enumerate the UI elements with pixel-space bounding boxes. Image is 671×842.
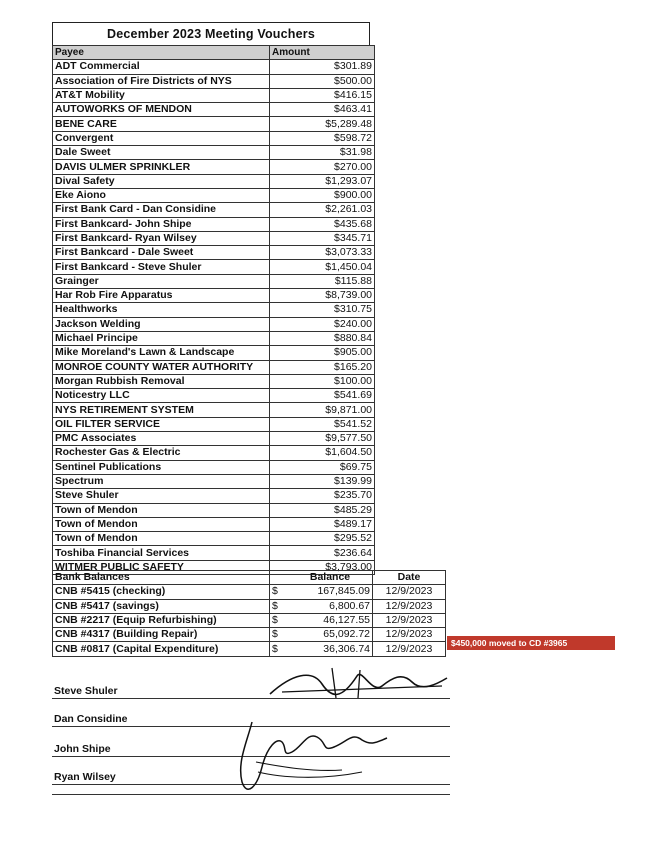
amount-column-header: Amount [270,46,375,60]
table-row [53,417,375,431]
payee-cell: Town of Mendon [53,503,270,517]
amount-cell: $115.88 [270,274,375,288]
amount-cell: $416.15 [270,88,375,102]
table-row [53,489,375,503]
payee-cell: MONROE COUNTY WATER AUTHORITY [53,360,270,374]
currency-cell: $ [270,642,289,656]
amount-cell: $3,073.33 [270,246,375,260]
amount-cell: $1,604.50 [270,446,375,460]
table-row [53,117,375,131]
payee-cell: Town of Mendon [53,517,270,531]
amount-cell: $100.00 [270,374,375,388]
table-row [53,60,375,74]
amount-cell: $165.20 [270,360,375,374]
amount-cell: $5,289.48 [270,117,375,131]
payee-cell: AT&T Mobility [53,88,270,102]
table-row [53,203,375,217]
amount-cell: $31.98 [270,146,375,160]
signer-name: Steve Shuler [54,685,118,697]
table-row [53,103,375,117]
payee-cell: Spectrum [53,474,270,488]
amount-cell: $900.00 [270,188,375,202]
signer-name: John Shipe [54,743,111,755]
balance-cell: 167,845.09 [288,585,373,599]
amount-cell: $880.84 [270,331,375,345]
payee-cell: NYS RETIREMENT SYSTEM [53,403,270,417]
payee-cell: Har Rob Fire Apparatus [53,289,270,303]
bank-row [53,642,446,656]
table-row [53,374,375,388]
signature-mark-john-shipe [222,712,392,802]
payee-cell: Grainger [53,274,270,288]
payee-cell: ADT Commercial [53,60,270,74]
amount-cell: $463.41 [270,103,375,117]
table-row [53,74,375,88]
balance-cell: 46,127.55 [288,613,373,627]
balance-cell: 36,306.74 [288,642,373,656]
account-name-cell: CNB #0817 (Capital Expenditure) [53,642,270,656]
table-row [53,88,375,102]
amount-cell: $9,871.00 [270,403,375,417]
table-row [53,503,375,517]
payee-cell: Healthworks [53,303,270,317]
document-title: December 2023 Meeting Vouchers [52,22,370,45]
payee-cell: AUTOWORKS OF MENDON [53,103,270,117]
amount-cell: $235.70 [270,489,375,503]
signer-name: Ryan Wilsey [54,771,116,783]
bank-balances-section [52,570,446,657]
amount-cell: $598.72 [270,131,375,145]
payee-cell: Dival Safety [53,174,270,188]
table-row [53,274,375,288]
payee-cell: Morgan Rubbish Removal [53,374,270,388]
amount-cell: $270.00 [270,160,375,174]
vouchers-table [52,45,375,575]
payee-cell: Eke Aiono [53,188,270,202]
currency-cell: $ [270,585,289,599]
table-row [53,389,375,403]
table-row [53,260,375,274]
currency-cell: $ [270,599,289,613]
table-row [53,346,375,360]
amount-cell: $3,793.00 [270,560,375,574]
amount-cell: $295.52 [270,532,375,546]
table-row [53,174,375,188]
amount-cell: $310.75 [270,303,375,317]
table-row [53,546,375,560]
account-name-cell: CNB #4317 (Building Repair) [53,628,270,642]
payee-cell: Sentinel Publications [53,460,270,474]
payee-cell: Convergent [53,131,270,145]
currency-cell: $ [270,628,289,642]
amount-cell: $1,450.04 [270,260,375,274]
payee-cell: BENE CARE [53,117,270,131]
table-row [53,289,375,303]
amount-cell: $8,739.00 [270,289,375,303]
amount-cell: $500.00 [270,74,375,88]
amount-cell: $240.00 [270,317,375,331]
table-row [53,246,375,260]
payee-cell: First Bankcard- John Shipe [53,217,270,231]
payee-cell: Dale Sweet [53,146,270,160]
payee-cell: WITMER PUBLIC SAFETY [53,560,270,574]
date-header: Date [373,571,446,585]
account-name-cell: CNB #5415 (checking) [53,585,270,599]
account-name-cell: CNB #5417 (savings) [53,599,270,613]
table-row [53,474,375,488]
table-row [53,303,375,317]
amount-cell: $301.89 [270,60,375,74]
table-row [53,403,375,417]
payee-cell: OIL FILTER SERVICE [53,417,270,431]
payee-column-header: Payee [53,46,270,60]
bank-balances-table [52,570,446,657]
table-row [53,217,375,231]
currency-cell: $ [270,613,289,627]
bank-row [53,628,446,642]
bank-row [53,613,446,627]
table-header-row [53,46,375,60]
payee-cell: Michael Principe [53,331,270,345]
date-cell: 12/9/2023 [373,599,446,613]
balance-cell: 6,800.67 [288,599,373,613]
table-row [53,432,375,446]
table-row [53,146,375,160]
table-row [53,188,375,202]
amount-cell: $541.52 [270,417,375,431]
table-row [53,446,375,460]
amount-cell: $541.69 [270,389,375,403]
bank-balances-heading: Bank Balances [53,571,270,585]
amount-cell: $69.75 [270,460,375,474]
currency-header [270,571,289,585]
bank-row [53,599,446,613]
table-row [53,517,375,531]
signature-mark-steve-shuler [262,664,452,704]
date-cell: 12/9/2023 [373,613,446,627]
amount-cell: $236.64 [270,546,375,560]
amount-cell: $489.17 [270,517,375,531]
payee-cell: First Bank Card - Dan Considine [53,203,270,217]
amount-cell: $9,577.50 [270,432,375,446]
payee-cell: Association of Fire Districts of NYS [53,74,270,88]
table-row [53,231,375,245]
table-row [53,160,375,174]
amount-cell: $345.71 [270,231,375,245]
transfer-note-badge: $450,000 moved to CD #3965 [447,636,615,650]
signer-name: Dan Considine [54,713,128,725]
payee-cell: PMC Associates [53,432,270,446]
vouchers-sheet [52,22,370,575]
table-row [53,532,375,546]
table-row [53,131,375,145]
payee-cell: Noticestry LLC [53,389,270,403]
table-row [53,317,375,331]
payee-cell: Rochester Gas & Electric [53,446,270,460]
table-row [53,460,375,474]
payee-cell: First Bankcard - Steve Shuler [53,260,270,274]
amount-cell: $435.68 [270,217,375,231]
payee-cell: DAVIS ULMER SPRINKLER [53,160,270,174]
account-name-cell: CNB #2217 (Equip Refurbishing) [53,613,270,627]
payee-cell: Town of Mendon [53,532,270,546]
balance-header: Balance [288,571,373,585]
amount-cell: $1,293.07 [270,174,375,188]
amount-cell: $2,261.03 [270,203,375,217]
payee-cell: First Bankcard - Dale Sweet [53,246,270,260]
balance-cell: 65,092.72 [288,628,373,642]
date-cell: 12/9/2023 [373,642,446,656]
payee-cell: Jackson Welding [53,317,270,331]
payee-cell: Steve Shuler [53,489,270,503]
payee-cell: First Bankcard- Ryan Wilsey [53,231,270,245]
table-row [53,360,375,374]
table-row [53,331,375,345]
payee-cell: Mike Moreland's Lawn & Landscape [53,346,270,360]
amount-cell: $485.29 [270,503,375,517]
amount-cell: $139.99 [270,474,375,488]
date-cell: 12/9/2023 [373,585,446,599]
bank-row [53,585,446,599]
amount-cell: $905.00 [270,346,375,360]
date-cell: 12/9/2023 [373,628,446,642]
bank-header-row [53,571,446,585]
payee-cell: Toshiba Financial Services [53,546,270,560]
